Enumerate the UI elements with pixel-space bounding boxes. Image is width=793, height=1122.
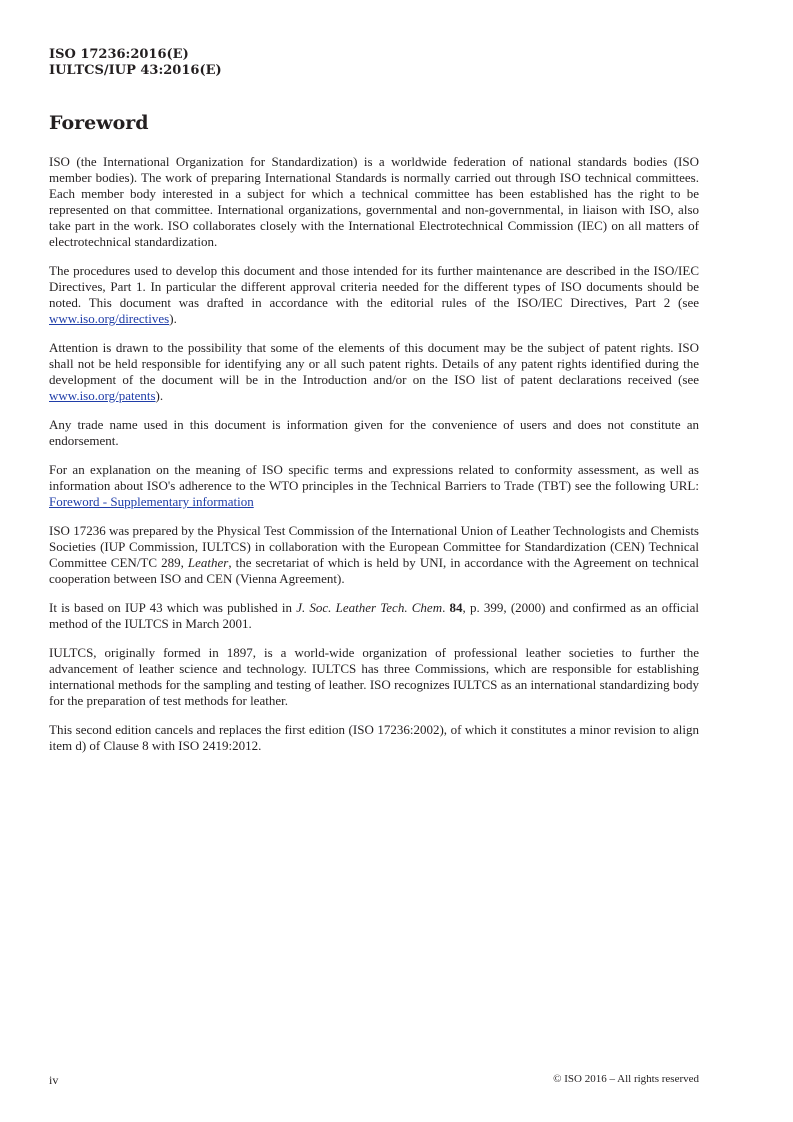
directives-link[interactable]: www.iso.org/directives — [49, 311, 170, 326]
paragraph-iultcs: IULTCS, originally formed in 1897, is a world-wide organization of professional leather societies to further the advancement of leather science and technology. IULTCS has three Commissions, which are responsible for establishing international methods for the sampling and testing of leather. ISO recognizes IULTCS as an international standardizing body for the preparation of test methods for leather. — [49, 645, 699, 708]
standard-number: ISO 17236:2016(E) — [49, 47, 189, 62]
leather-italic: Leather — [187, 555, 229, 570]
paragraph-based-on: It is based on IUP 43 which was published in J. Soc. Leather Tech. Chem. 84, p. 399, (2000) and confirmed as an official method of the IULTCS in March 2001. — [49, 600, 700, 631]
foreword-body — [49, 154, 699, 767]
journal-title: J. Soc. Leather Tech. Chem — [296, 600, 443, 615]
paragraph-patents: Attention is drawn to the possibility that some of the elements of this document may be the subject of patent rights. ISO shall not be held responsible for identifying any or all such patent rights. Details of any patent rights identified during the development of the document will be in the Introduction and/or on the ISO list of patent declarations received (see www.iso.org/patents). — [49, 340, 699, 403]
supplementary-info-link[interactable]: Foreword - Supplementary information — [49, 494, 254, 509]
paragraph-procedures: The procedures used to develop this document and those intended for its further maintenance are described in the ISO/IEC Directives, Part 1. In particular the different approval criteria needed for the different types of ISO documents should be noted. This document was drafted in accordance with the editorial rules of the ISO/IEC Directives, Part 2 (see www.iso.org/directives). — [49, 263, 699, 326]
copyright-notice: © ISO 2016 – All rights reserved — [553, 1073, 699, 1085]
paragraph-conformity: For an explanation on the meaning of ISO specific terms and expressions related to conformity assessment, as well as information about ISO's adherence to the WTO principles in the Technical Barriers to Trade (TBT) see the following URL: Foreword - Supplementary information — [49, 462, 699, 509]
paragraph-trade-name: Any trade name used in this document is information given for the convenience of users and does not constitute an endorsement. — [49, 417, 699, 448]
journal-volume: 84 — [449, 600, 463, 615]
iultcs-number: IULTCS/IUP 43:2016(E) — [49, 63, 222, 78]
paragraph-prepared-by: ISO 17236 was prepared by the Physical Test Commission of the International Union of Leather Technologists and Chemists Societies (IUP Commission, IULTCS) in collaboration with the European Committee for Standardization (CEN) Technical Committee CEN/TC 289, Leather, the secretariat of which is held by UNI, in accordance with the Agreement on technical cooperation between ISO and CEN (Vienna Agreement). — [49, 523, 699, 586]
paragraph-iso-intro: ISO (the International Organization for Standardization) is a worldwide federation of national standards bodies (ISO member bodies). The work of preparing International Standards is normally carried out through ISO technical committees. Each member body interested in a subject for which a technical committee has been established has the right to be represented on that committee. International organizations, governmental and non-governmental, in liaison with ISO, also take part in the work. ISO collaborates closely with the International Electrotechnical Commission (IEC) on all matters of electrotechnical standardization. — [49, 154, 699, 249]
document-header — [49, 47, 222, 79]
page-number: iv — [49, 1073, 59, 1087]
paragraph-edition: This second edition cancels and replaces the first edition (ISO 17236:2002), of which it constitutes a minor revision to align item d) of Clause 8 with ISO 2419:2012. — [49, 722, 699, 753]
page-title: Foreword — [49, 112, 149, 134]
patents-link[interactable]: www.iso.org/patents — [49, 388, 156, 403]
